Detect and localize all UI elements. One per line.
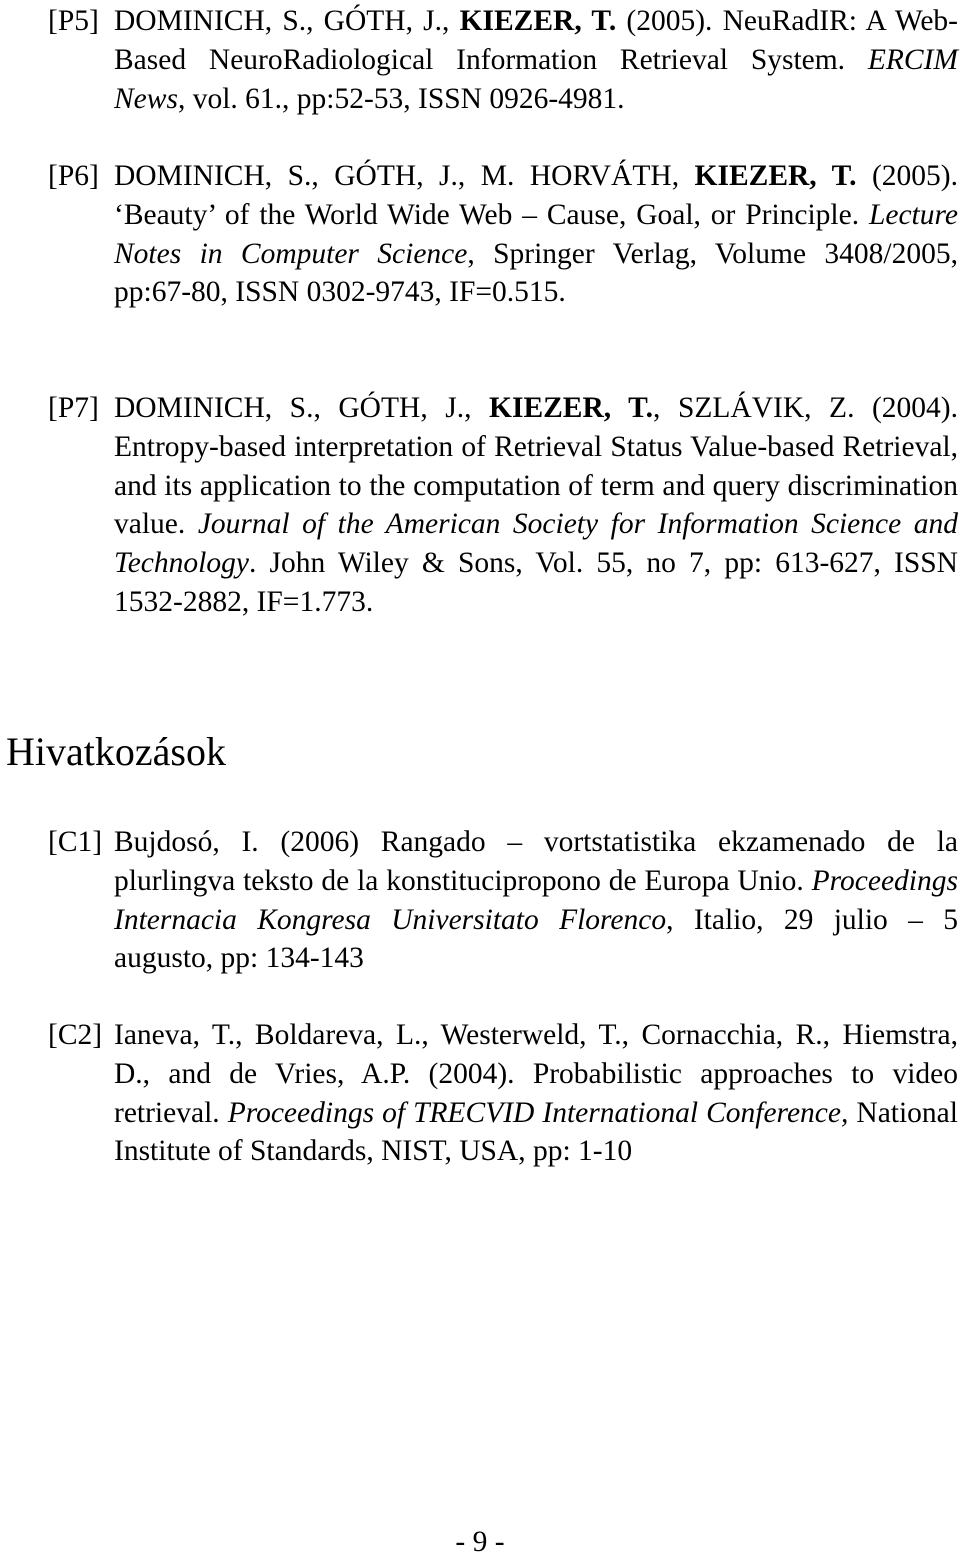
citation-entry-c2	[48, 1016, 958, 1171]
reference-segment: Bujdosó, I. (2006) Rangado – vortstatistika ekzamenado de la plurlingva teksto de la konstitucipropono de Europa Unio.	[114, 826, 958, 897]
author-highlight: KIEZER, T.	[489, 392, 654, 424]
citation-label: [C1]	[48, 826, 103, 858]
reference-segment: . John Wiley & Sons, Vol. 55, no 7, pp: 613-627, ISSN 1532-2882, IF=1.773.	[114, 547, 958, 618]
author-highlight: KIEZER, T.	[694, 160, 857, 192]
reference-entry-p6	[48, 157, 958, 312]
reference-label: [P5]	[48, 5, 99, 37]
reference-segment: DOMINICH, S., GÓTH, J., M. HORVÁTH,	[114, 160, 695, 192]
venue-title: Proceedings Internacia Kongresa Universitato Florenco	[114, 864, 958, 936]
venue-title: Lecture Notes in Computer Science	[114, 198, 958, 270]
reference-text	[114, 2, 958, 118]
reference-text	[114, 157, 958, 312]
reference-segment: National Institute of Standards, NIST, USA, pp: 1-10	[114, 1096, 958, 1168]
reference-label: [P7]	[48, 392, 99, 424]
citation-text	[114, 823, 958, 978]
citation-label: [C2]	[48, 1019, 103, 1051]
citation-text	[114, 1016, 958, 1171]
reference-segment: , Springer Verlag, Volume 3408/2005, pp:67-80, ISSN 0302-9743, IF=0.515.	[114, 237, 958, 309]
reference-segment: , SZLÁVIK, Z. (2004). Entropy-based interpretation of Retrieval Status Value-based Retrieval, and its application to the computation of term and query discrimination value.	[114, 392, 959, 541]
reference-segment: (2005). NeuRadIR: A Web-Based NeuroRadiological Information Retrieval System.	[114, 5, 958, 76]
page-number: - 9 -	[455, 1526, 505, 1558]
reference-segment: , Italio, 29 julio – 5 augusto, pp: 134-143	[114, 903, 959, 975]
citation-entry-c1	[48, 823, 958, 978]
venue-title: Journal of the American Society for Information Science and Technology	[114, 508, 958, 580]
section-heading-citations: Hivatkozások	[6, 729, 226, 774]
reference-segment: Ianeva, T., Boldareva, L., Westerweld, T., Cornacchia, R., Hiemstra, D., and de Vries, A.P. (2004). Probabilistic approaches to video retrieval.	[114, 1019, 958, 1129]
reference-segment: DOMINICH, S., GÓTH, J.,	[114, 392, 490, 424]
author-highlight: KIEZER, T.	[459, 5, 617, 37]
reference-segment: DOMINICH, S., GÓTH, J.,	[114, 5, 460, 37]
reference-label: [P6]	[48, 160, 99, 192]
venue-title: Proceedings of TRECVID International Conference,	[227, 1096, 849, 1129]
reference-segment: , vol. 61., pp:52-53, ISSN 0926-4981.	[177, 82, 625, 115]
venue-title: ERCIM News	[114, 43, 958, 115]
reference-segment: (2005). ‘Beauty’ of the World Wide Web – Cause, Goal, or Principle.	[114, 160, 959, 231]
reference-entry-p5	[48, 2, 958, 118]
reference-text	[114, 389, 958, 622]
reference-entry-p7	[48, 389, 958, 622]
